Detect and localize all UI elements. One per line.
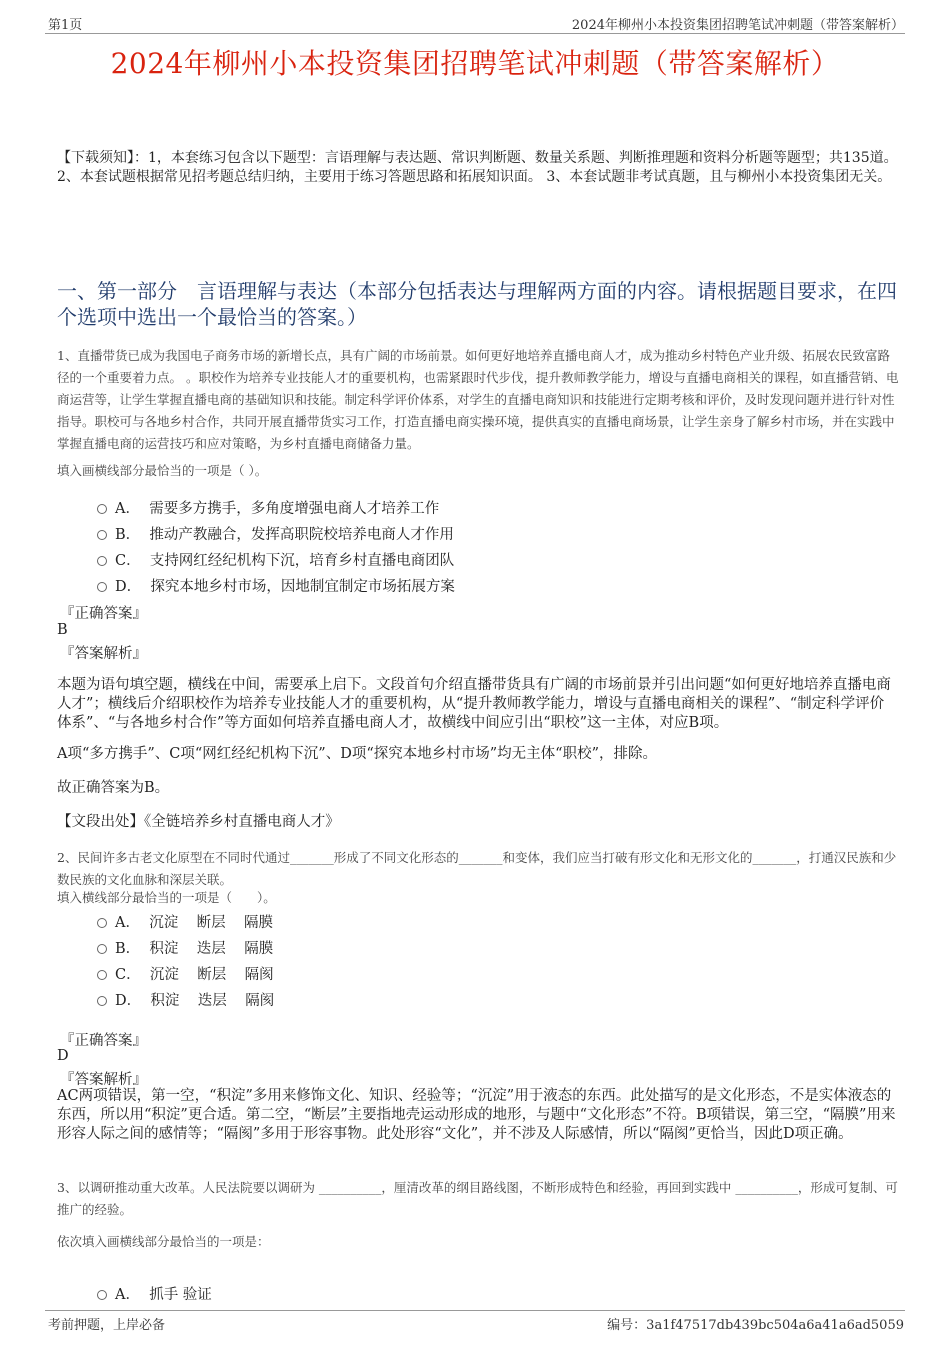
option-label: C． 沉淀 断层 隔阂 — [115, 967, 274, 983]
q2-answer-label: 『正确答案』 — [60, 1033, 147, 1049]
footer-serial: 编号：3a1f47517db439bc504a6a41a6ad5059 — [607, 1318, 904, 1333]
q1-analysis-label: 『答案解析』 — [60, 646, 147, 662]
q2-analysis-label: 『答案解析』 — [60, 1072, 147, 1088]
radio-icon[interactable] — [97, 1290, 107, 1300]
option-label: C． 支持网红经纪机构下沉，培育乡村直播电商团队 — [115, 553, 455, 569]
q1-conclusion: 故正确答案为B。 — [57, 780, 170, 796]
header-divider — [45, 33, 905, 34]
header-doc-title: 2024年柳州小本投资集团招聘笔试冲刺题（带答案解析） — [571, 18, 904, 33]
q1-answer: B — [57, 622, 68, 638]
option-label: B． 积淀 迭层 隔膜 — [115, 941, 274, 957]
footer-slogan: 考前押题，上岸必备 — [48, 1318, 166, 1333]
q1-option-c[interactable] — [97, 549, 454, 570]
option-label: A． 抓手 验证 — [115, 1287, 212, 1303]
radio-icon[interactable] — [97, 582, 107, 592]
section-title: 一、第一部分 言语理解与表达（本部分包括表达与理解两方面的内容。请根据题目要求，在四个选项中选出一个最恰当的答案。） — [57, 279, 897, 329]
question-3-prompt: 依次填入画横线部分最恰当的一项是： — [57, 1234, 270, 1249]
q1-analysis: 本题为语句填空题，横线在中间，需要承上启下。文段首句介绍直播带货具有广阔的市场前景并引出问题“如何更好地培养直播电商人才”；横线后介绍职校作为培养专业技能人才的重要机构，从“提升教师教学能力，增设与直播电商相关的课程”、“制定科学评价体系”、“与各地乡村合作”等方面如何培养直播电商人才，故横线中间应引出“职校”这一主体，对应B项。 — [57, 677, 891, 731]
q1-option-d[interactable] — [97, 575, 455, 596]
option-label: B． 推动产教融合，发挥高职院校培养电商人才作用 — [115, 527, 454, 543]
option-label: A． 需要多方携手，多角度增强电商人才培养工作 — [115, 501, 440, 517]
page-title: 2024年柳州小本投资集团招聘笔试冲刺题（带答案解析） — [110, 47, 840, 80]
question-3-text: 3、以调研推动重大改革。人民法院要以调研为 __________，厘清改革的纲目路线图，不断形成特色和经验，再回到实践中 __________，形成可复制、可推广的经验。 — [57, 1180, 898, 1217]
radio-icon[interactable] — [97, 504, 107, 514]
q2-analysis: AC两项错误，第一空，“积淀”多用来修饰文化、知识、经验等；“沉淀”用于液态的东西。此处描写的是文化形态，不是实体液态的东西，所以用“积淀”更合适。第二空，“断层”主要指地壳运动形成的地形，与题中“文化形态”不符。B项错误，第三空，“隔膜”用来形容人际之间的感情等；“隔阂”多用于形容事物。此处形容“文化”，并不涉及人际感情，所以“隔阂”更恰当，因此D项正确。 — [57, 1088, 896, 1142]
question-1-prompt: 填入画横线部分最恰当的一项是（ ）。 — [57, 463, 268, 478]
q2-option-b[interactable] — [97, 937, 273, 958]
radio-icon[interactable] — [97, 530, 107, 540]
q1-option-a[interactable] — [97, 497, 439, 518]
radio-icon[interactable] — [97, 970, 107, 980]
q1-option-b[interactable] — [97, 523, 454, 544]
option-label: D． 探究本地乡村市场，因地制宜制定市场拓展方案 — [115, 579, 455, 595]
q1-analysis-2: A项“多方携手”、C项“网红经纪机构下沉”、D项“探究本地乡村市场”均无主体“职校”，排除。 — [57, 746, 657, 762]
footer-divider — [45, 1310, 905, 1311]
q1-answer-label: 『正确答案』 — [60, 606, 147, 622]
q2-option-a[interactable] — [97, 911, 273, 932]
radio-icon[interactable] — [97, 556, 107, 566]
question-2-text: 2、民间许多古老文化原型在不同时代通过_______形成了不同文化形态的_______和变体，我们应当打破有形文化和无形文化的_______，打通汉民族和少数民族的文化血脉和深层关联。 — [57, 850, 897, 887]
q2-option-c[interactable] — [97, 963, 274, 984]
q2-answer: D — [57, 1048, 69, 1064]
radio-icon[interactable] — [97, 996, 107, 1006]
option-label: D． 积淀 迭层 隔阂 — [115, 993, 275, 1009]
radio-icon[interactable] — [97, 944, 107, 954]
download-notice: 【下载须知】：1，本套练习包含以下题型：言语理解与表达题、常识判断题、数量关系题、判断推理题和资料分析题等题型；共135道。 2、本套试题根据常见招考题总结归纳，主要用于练习答题思路和拓展知识面。 3、本套试题非考试真题，且与柳州小本投资集团无关。 — [57, 150, 898, 185]
radio-icon[interactable] — [97, 918, 107, 928]
q3-option-a[interactable] — [97, 1283, 212, 1304]
q2-option-d[interactable] — [97, 989, 274, 1010]
question-2-prompt: 填入横线部分最恰当的一项是（ ）。 — [57, 890, 276, 905]
page-number: 第1页 — [48, 18, 83, 33]
q1-source: 【文段出处】《全链培养乡村直播电商人才》 — [57, 814, 340, 830]
question-1-text: 1、直播带货已成为我国电子商务市场的新增长点，具有广阔的市场前景。如何更好地培养直播电商人才，成为推动乡村特色产业升级、拓展农民致富路径的一个重要着力点。 。职校作为培养专业技能人才的重要机构，也需紧跟时代步伐，提升教师教学能力，增设与直播电商相关的课程，如直播营销、电商运营等，让学生掌握直播电商的基础知识和技能。制定科学评价体系，对学生的直播电商知识和技能进行定期考核和评价，及时发现问题并进行针对性指导。职校可与各地乡村合作，共同开展直播带货实习工作，打造直播电商实操环境，提供真实的直播电商场景，让学生亲身了解乡村市场，并在实践中掌握直播电商的运营技巧和应对策略，为乡村直播电商储备力量。 — [57, 348, 899, 451]
option-label: A． 沉淀 断层 隔膜 — [115, 915, 274, 931]
